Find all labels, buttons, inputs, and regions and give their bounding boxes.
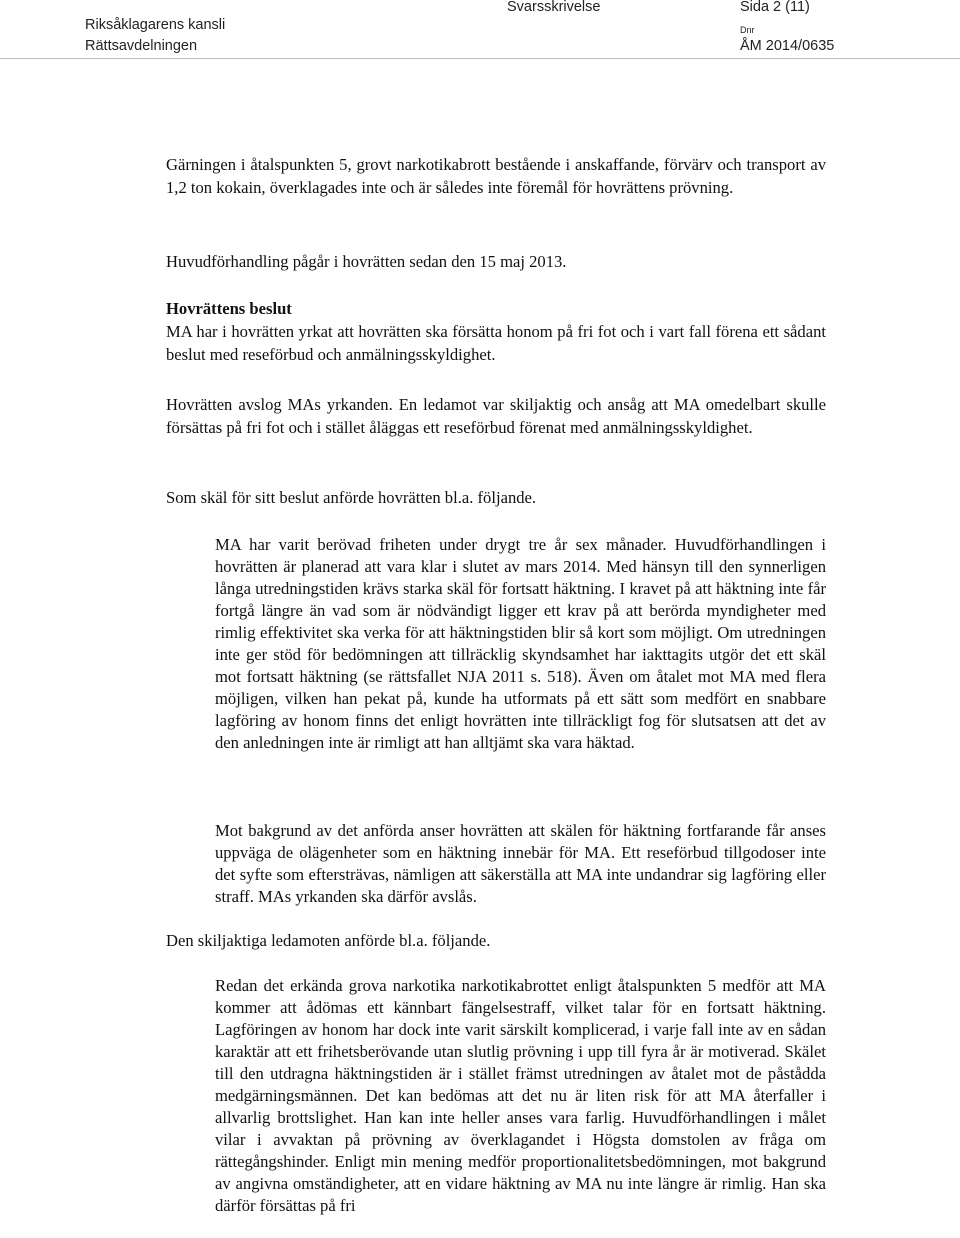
- department-name: Rättsavdelningen: [85, 38, 198, 54]
- paragraph-request: MA har i hovrätten yrkat att hovrätten ska försätta honom på fri fot och i vart fall förena ett sådant beslut med reseförbud och anmälningsskyldighet.: [166, 322, 826, 364]
- paragraph-charge-5: Gärningen i åtalspunkten 5, grovt narkotikabrott bestående i anskaffande, förvärv och transport av 1,2 ton kokain, överklagades inte och är således inte föremål för hovrättens prövning.: [166, 155, 826, 197]
- paragraph-main-hearing: Huvudförhandling pågår i hovrätten sedan den 15 maj 2013.: [166, 252, 567, 271]
- quote-dissent: Redan det erkända grova narkotika narkotikabrottet enligt åtalspunkten 5 medför att MA kommer att ådömas ett kännbart fängelsestraff, vilket talar för en fortsatt häktning. Lagföringen av honom har dock inte varit särskilt komplicerad, i varje fall inte av en sådan karaktär att ett frihetsberövande utan slutlig prövning i upp till fyra år är motiverad. Skälet till den utdragna häktningstiden är i stället främst utredningen av åtalet mot de påstådda medgärningsmännen. Det kan bedömas att det nu är liten risk för att MA återfaller i allvarlig brottslighet. Han kan inte heller anses vara farlig. Huvudförhandlingen i målet vilar i avvaktan på prövning av överklagandet i Högsta domstolen av fråga om rättegångshinder. Enligt min mening medför proportionalitetsbedömningen, mot bakgrund av angivna omständigheter, att en vidare häktning av MA nu inte längre är rimlig. Han ska därför försättas på fri: [215, 976, 826, 1215]
- paragraph-decision: Hovrätten avslog MAs yrkanden. En ledamot var skiljaktig och ansåg att MA omedelbart skulle försättas på fri fot och i stället åläggas ett reseförbud förenat med anmälningsskyldighet.: [166, 395, 826, 437]
- quote-court-reasons: MA har varit berövad friheten under drygt tre år sex månader. Huvudförhandlingen i hovrätten är planerad att vara klar i slutet av mars 2014. Med hänsyn till den synnerligen långa utredningstiden krävs starka skäl för fortsatt häktning. I kravet på att häktning inte får fortgå längre än vad som är nödvändigt ligger ett krav på att berörda myndigheter med rimlig effektivitet ska verka för att häktningstiden blir så kort som möjligt. Om utredningen inte ger stöd för bedömningen att tillräcklig skyndsamhet har iakttagits utgör det ett skäl mot fortsatt häktning (se rättsfallet NJA 2011 s. 518). Även om åtalet mot MA med flera möjligen, vilken han pekat på, kunde ha utformats på ett sätt som medfört en snabbare lagföring av honom finns det enligt hovrätten inte tillräckligt fog för slutsatsen att det av den anledningen inte är rimligt att han alltjämt ska vara häktad.: [215, 535, 826, 752]
- case-number: ÅM 2014/0635: [740, 38, 835, 54]
- organization-name: Riksåklagarens kansli: [85, 17, 226, 33]
- document-type: Svarsskrivelse: [507, 0, 601, 15]
- dnr-label: Dnr: [740, 25, 755, 35]
- section-heading: Hovrättens beslut: [166, 299, 292, 318]
- header-divider: [0, 58, 960, 59]
- paragraph-dissent-intro: Den skiljaktiga ledamoten anförde bl.a. följande.: [166, 931, 491, 950]
- quote-court-conclusion: Mot bakgrund av det anförda anser hovrätten att skälen för häktning fortfarande får anses uppväga de olägenheter som en häktning innebär för MA. Ett reseförbud tillgodoser inte det syfte som eftersträvas, nämligen att säkerställa att MA inte undandrar sig lagföring eller straff. MAs yrkanden ska därför avslås.: [215, 821, 826, 906]
- page-number: Sida 2 (11): [740, 0, 810, 15]
- paragraph-reasons-intro: Som skäl för sitt beslut anförde hovrätten bl.a. följande.: [166, 488, 537, 507]
